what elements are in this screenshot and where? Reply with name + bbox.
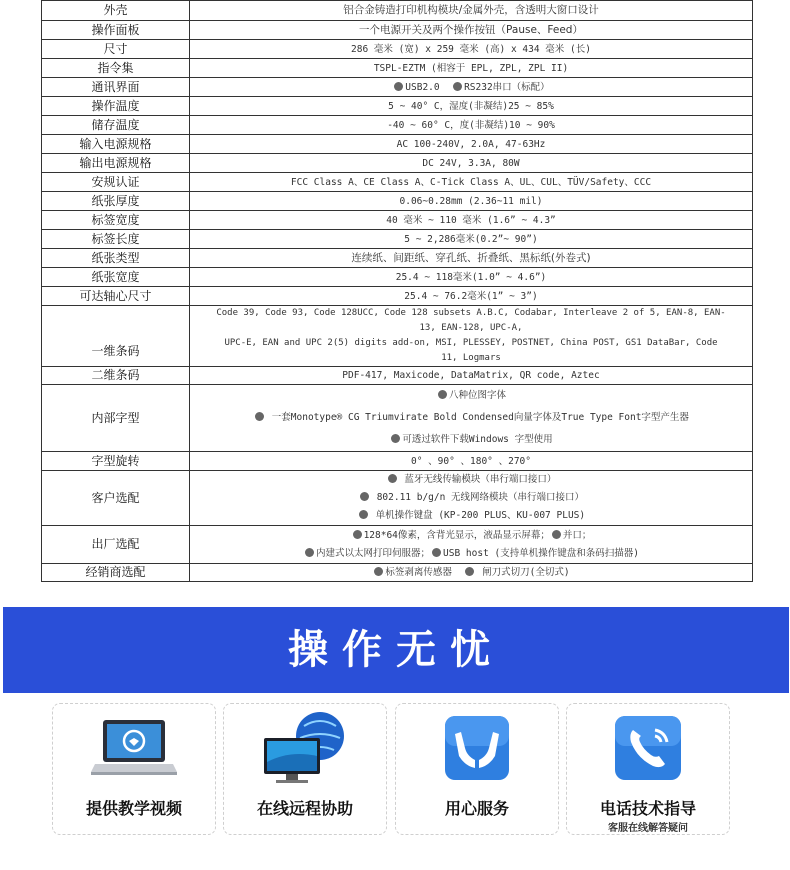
- spec-key: 内部字型: [42, 385, 190, 452]
- option-line: 内建式以太网打印伺服器；: [316, 547, 431, 559]
- spec-row-fonts: [42, 385, 753, 452]
- option-line: 并口；: [562, 529, 592, 541]
- font-line: 可透过软件下载Windows 字型使用: [402, 434, 553, 445]
- spec-key: 一维条码: [42, 306, 190, 367]
- bullet-icon: [394, 82, 403, 91]
- spec-value: AC 100-240V, 2.0A, 47-63Hz: [190, 135, 753, 154]
- spec-key: 出厂选配: [42, 526, 190, 564]
- card-label: 提供教学视频: [85, 799, 182, 818]
- banner-title: 操作无忧: [288, 627, 504, 673]
- bullet-icon: [374, 567, 383, 576]
- option-line: 128*64像素，含背光显示，液晶显示屏幕；: [363, 529, 550, 541]
- bullet-icon: [360, 492, 369, 501]
- spec-key: 操作温度: [42, 97, 190, 116]
- spec-row: [42, 192, 753, 211]
- spec-value: FCC Class A、CE Class A、C-Tick Class A、UL、CUL、TÜV/Safety、CCC: [190, 173, 753, 192]
- bullet-icon: [359, 510, 368, 519]
- spec-key: 字型旋转: [42, 452, 190, 471]
- spec-value: -40 ~ 60° C，度(非凝结)10 ~ 90%: [190, 116, 753, 135]
- card-label: 电话技术指导: [599, 799, 696, 818]
- spec-row-customer-options: [42, 471, 753, 526]
- spec-key: 经销商选配: [42, 564, 190, 582]
- spec-key: 外壳: [42, 1, 190, 21]
- option-line: 标签剥离传感器: [385, 567, 452, 578]
- barcode-line: 13, EAN-128, UPC-A,: [419, 323, 523, 333]
- spec-value: 连续纸、间距纸、穿孔纸、折叠纸、黑标纸(外卷式): [190, 249, 753, 268]
- usb-label: USB2.0: [405, 81, 440, 93]
- spec-key: 输出电源规格: [42, 154, 190, 173]
- option-line: 蓝牙无线传输模块（串行端口接口）: [404, 474, 557, 485]
- spec-row: [42, 249, 753, 268]
- spec-value: 0° 、90° 、180° 、270°: [190, 452, 753, 471]
- spec-key: 可达轴心尺寸: [42, 287, 190, 306]
- spec-key: 操作面板: [42, 21, 190, 40]
- service-card-service[interactable]: [395, 703, 559, 835]
- spec-key: 指令集: [42, 59, 190, 78]
- spec-value: 0.06~0.28mm (2.36~11 mil): [190, 192, 753, 211]
- spec-key: 输入电源规格: [42, 135, 190, 154]
- bullet-icon: [353, 530, 362, 539]
- spec-row: [42, 268, 753, 287]
- spec-row: [42, 154, 753, 173]
- spec-row: [42, 452, 753, 471]
- font-line: 八种位图字体: [448, 390, 506, 401]
- spec-value: 40 毫米 ~ 110 毫米 (1.6” ~ 4.3”: [190, 211, 753, 230]
- card-sublabel: 客服在线解答疑问: [608, 823, 688, 834]
- spec-value: DC 24V, 3.3A, 80W: [190, 154, 753, 173]
- spec-value: 25.4 ~ 118毫米(1.0” ~ 4.6”): [190, 268, 753, 287]
- monitor-globe-icon: [260, 710, 352, 790]
- spec-table: [41, 0, 753, 582]
- spec-row: [42, 40, 753, 59]
- card-label: 用心服务: [444, 799, 509, 818]
- spec-value: [190, 564, 753, 582]
- bullet-icon: [391, 434, 400, 443]
- spec-key: 纸张厚度: [42, 192, 190, 211]
- barcode-line: UPC-E, EAN and UPC 2(5) digits add-on, MSI, PLESSEY, POSTNET, China POST, GS1 DataBar, Code: [224, 338, 718, 348]
- spec-value: 铝合金铸造打印机构模块/金属外壳，含透明大窗口设计: [190, 1, 753, 21]
- spec-key: 标签长度: [42, 230, 190, 249]
- spec-key: 储存温度: [42, 116, 190, 135]
- spec-value: 一个电源开关及两个操作按钮（Pause、Feed）: [190, 21, 753, 40]
- service-card-remote[interactable]: [223, 703, 387, 835]
- bullet-icon: [305, 548, 314, 557]
- banner: [3, 607, 789, 693]
- font-line: 一套Monotype® CG Triumvirate Bold Condensed向量字体及True Type Font字型产生器: [271, 412, 689, 423]
- spec-value: 286 毫米 (宽) x 259 毫米 (高) x 434 毫米 (长): [190, 40, 753, 59]
- option-line: 802.11 b/g/n 无线网络模块（串行端口接口）: [376, 492, 585, 503]
- spec-key: 纸张宽度: [42, 268, 190, 287]
- option-line: 闸刀式切刀(全切式): [482, 567, 570, 578]
- spec-value: TSPL-EZTM (相容于 EPL, ZPL, ZPL II): [190, 59, 753, 78]
- spec-value: 5 ~ 2,286毫米(0.2”~ 90”): [190, 230, 753, 249]
- helping-hands-icon: [445, 716, 509, 780]
- spec-row: [42, 59, 753, 78]
- spec-row: [42, 230, 753, 249]
- service-card-video[interactable]: [52, 703, 216, 835]
- spec-key: 客户选配: [42, 471, 190, 526]
- bullet-icon: [255, 412, 264, 421]
- spec-row: [42, 21, 753, 40]
- bullet-icon: [388, 474, 397, 483]
- spec-row: [42, 211, 753, 230]
- bullet-icon: [552, 530, 561, 539]
- spec-key: 二维条码: [42, 367, 190, 385]
- barcode-line: 11, Logmars: [441, 353, 501, 363]
- spec-key: 通讯界面: [42, 78, 190, 97]
- spec-value: [190, 306, 753, 367]
- spec-value: 5 ~ 40° C，湿度(非凝结)25 ~ 85%: [190, 97, 753, 116]
- service-card-phone[interactable]: [566, 703, 730, 835]
- spec-key: 尺寸: [42, 40, 190, 59]
- option-line: USB host (支持单机操作键盘和条码扫描器): [443, 547, 639, 559]
- laptop-video-icon: [89, 716, 179, 784]
- bullet-icon: [438, 390, 447, 399]
- spec-value: [190, 471, 753, 526]
- option-line: 单机操作键盘 (KP-200 PLUS、KU-007 PLUS): [375, 510, 586, 521]
- spec-value: 25.4 ~ 76.2毫米(1” ~ 3”): [190, 287, 753, 306]
- bullet-icon: [432, 548, 441, 557]
- spec-key: 纸张类型: [42, 249, 190, 268]
- spec-row-factory-options: [42, 526, 753, 564]
- barcode-line: Code 39, Code 93, Code 128UCC, Code 128 subsets A.B.C, Codabar, Interleave 2 of 5, EAN-8, EAN-: [216, 308, 726, 318]
- spec-key: 安规认证: [42, 173, 190, 192]
- spec-row-barcode-1d: [42, 306, 753, 367]
- phone-icon: [615, 716, 681, 780]
- card-label: 在线远程协助: [256, 799, 353, 818]
- spec-key: 标签宽度: [42, 211, 190, 230]
- spec-row: [42, 1, 753, 21]
- spec-row-dealer-options: [42, 564, 753, 582]
- spec-row: [42, 135, 753, 154]
- spec-value: [190, 385, 753, 452]
- spec-row: [42, 78, 753, 97]
- spec-row: [42, 116, 753, 135]
- spec-value: [190, 78, 753, 97]
- spec-row: [42, 173, 753, 192]
- bullet-icon: [453, 82, 462, 91]
- spec-row: [42, 287, 753, 306]
- bullet-icon: [465, 567, 474, 576]
- spec-value: PDF-417, Maxicode, DataMatrix, QR code, Aztec: [190, 367, 753, 385]
- spec-row: [42, 367, 753, 385]
- spec-value: [190, 526, 753, 564]
- rs232-label: RS232串口（标配）: [464, 81, 550, 93]
- spec-row: [42, 97, 753, 116]
